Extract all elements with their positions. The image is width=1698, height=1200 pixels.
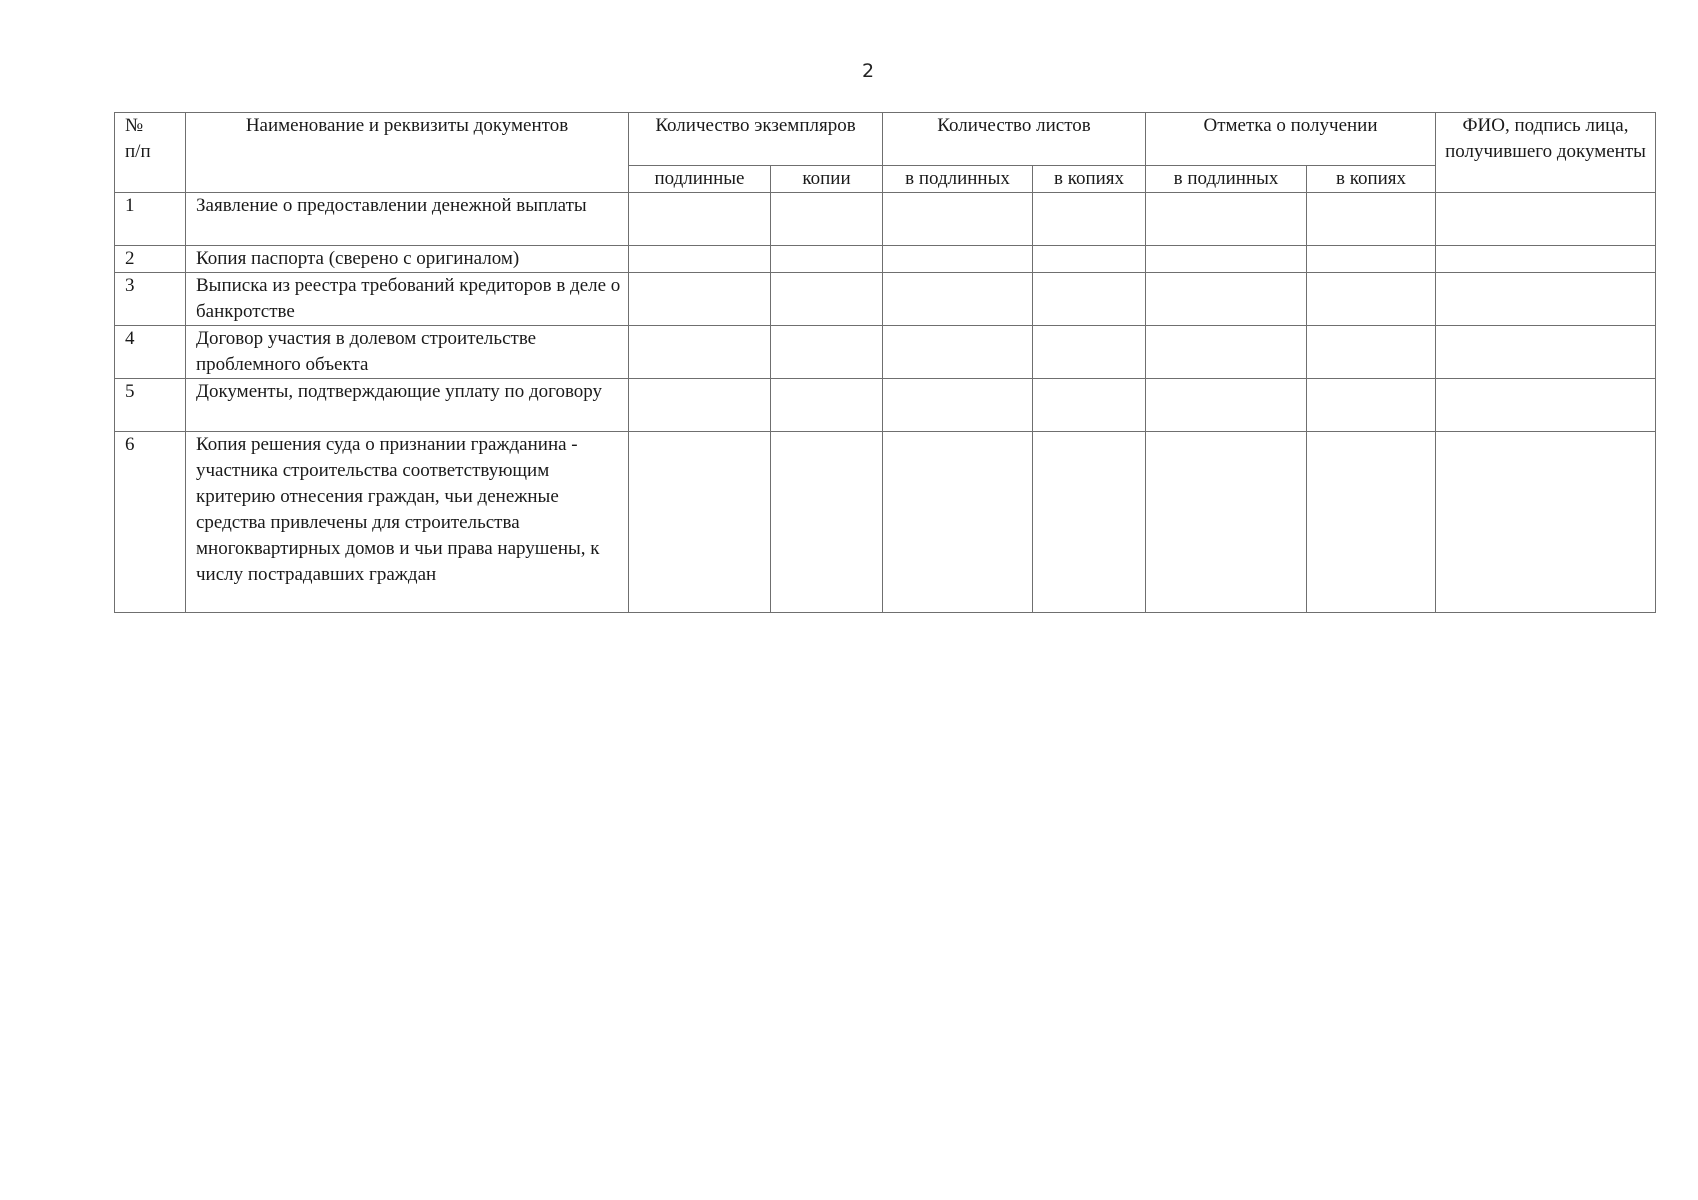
cell-in-originals: [883, 193, 1033, 246]
cell-recipient: [1436, 246, 1656, 273]
cell-receipt-in-originals: [1146, 246, 1307, 273]
cell-original: [629, 379, 771, 432]
header-sheets-count: Количество листов: [883, 113, 1146, 166]
header-recipient: ФИО, подпись лица, получившего документы: [1436, 113, 1656, 193]
cell-recipient: [1436, 326, 1656, 379]
cell-in-copies: [1033, 326, 1146, 379]
cell-receipt-in-copies: [1307, 246, 1436, 273]
cell-original: [629, 326, 771, 379]
cell-copies: [771, 379, 883, 432]
subheader-original: подлинные: [629, 166, 771, 193]
cell-receipt-in-copies: [1307, 379, 1436, 432]
header-receipt-mark: Отметка о получении: [1146, 113, 1436, 166]
header-copies-count: Количество экземпляров: [629, 113, 883, 166]
table-row: [115, 193, 1656, 246]
cell-in-copies: [1033, 379, 1146, 432]
table-row: [115, 432, 1656, 613]
cell-receipt-in-copies: [1307, 193, 1436, 246]
table-row: [115, 326, 1656, 379]
subheader-in-copies: в копиях: [1033, 166, 1146, 193]
cell-recipient: [1436, 379, 1656, 432]
cell-in-copies: [1033, 432, 1146, 613]
cell-in-originals: [883, 326, 1033, 379]
cell-receipt-in-copies: [1307, 273, 1436, 326]
cell-copies: [771, 326, 883, 379]
cell-receipt-in-copies: [1307, 326, 1436, 379]
row-num: 6: [115, 432, 186, 613]
cell-recipient: [1436, 193, 1656, 246]
cell-copies: [771, 193, 883, 246]
cell-recipient: [1436, 273, 1656, 326]
subheader-in-originals: в подлинных: [883, 166, 1033, 193]
subheader-receipt-in-copies: в копиях: [1307, 166, 1436, 193]
cell-recipient: [1436, 432, 1656, 613]
row-name: Документы, подтверждающие уплату по договору: [186, 379, 629, 432]
cell-copies: [771, 273, 883, 326]
cell-original: [629, 246, 771, 273]
subheader-receipt-in-originals: в подлинных: [1146, 166, 1307, 193]
cell-original: [629, 273, 771, 326]
row-num: 3: [115, 273, 186, 326]
row-num: 4: [115, 326, 186, 379]
row-name: Выписка из реестра требований кредиторов в деле о банкротстве: [186, 273, 629, 326]
row-name: Заявление о предоставлении денежной выплаты: [186, 193, 629, 246]
cell-in-copies: [1033, 273, 1146, 326]
cell-receipt-in-originals: [1146, 432, 1307, 613]
cell-copies: [771, 246, 883, 273]
cell-in-copies: [1033, 193, 1146, 246]
row-num: 5: [115, 379, 186, 432]
cell-in-originals: [883, 246, 1033, 273]
table-row: [115, 273, 1656, 326]
table-row: [115, 379, 1656, 432]
cell-in-originals: [883, 379, 1033, 432]
cell-receipt-in-originals: [1146, 326, 1307, 379]
row-num: 1: [115, 193, 186, 246]
page-number: 2: [861, 60, 875, 82]
row-name: Копия паспорта (сверено с оригиналом): [186, 246, 629, 273]
row-num: 2: [115, 246, 186, 273]
cell-original: [629, 432, 771, 613]
row-name: Копия решения суда о признании гражданина - участника строительства соответствующим критерию отнесения граждан, чьи денежные средства привлечены для строительства многоквартирных домов и чьи права нарушены, к числу пострадавших граждан: [186, 432, 629, 613]
cell-receipt-in-originals: [1146, 193, 1307, 246]
row-name: Договор участия в долевом строительстве проблемного объекта: [186, 326, 629, 379]
cell-original: [629, 193, 771, 246]
table-header-row: [115, 113, 1656, 166]
header-num: № п/п: [115, 113, 186, 193]
cell-in-originals: [883, 273, 1033, 326]
cell-receipt-in-originals: [1146, 273, 1307, 326]
cell-in-copies: [1033, 246, 1146, 273]
cell-copies: [771, 432, 883, 613]
cell-receipt-in-copies: [1307, 432, 1436, 613]
cell-receipt-in-originals: [1146, 379, 1307, 432]
documents-table: [114, 112, 1656, 613]
subheader-copies: копии: [771, 166, 883, 193]
header-name: Наименование и реквизиты документов: [186, 113, 629, 193]
cell-in-originals: [883, 432, 1033, 613]
table-row: [115, 246, 1656, 273]
